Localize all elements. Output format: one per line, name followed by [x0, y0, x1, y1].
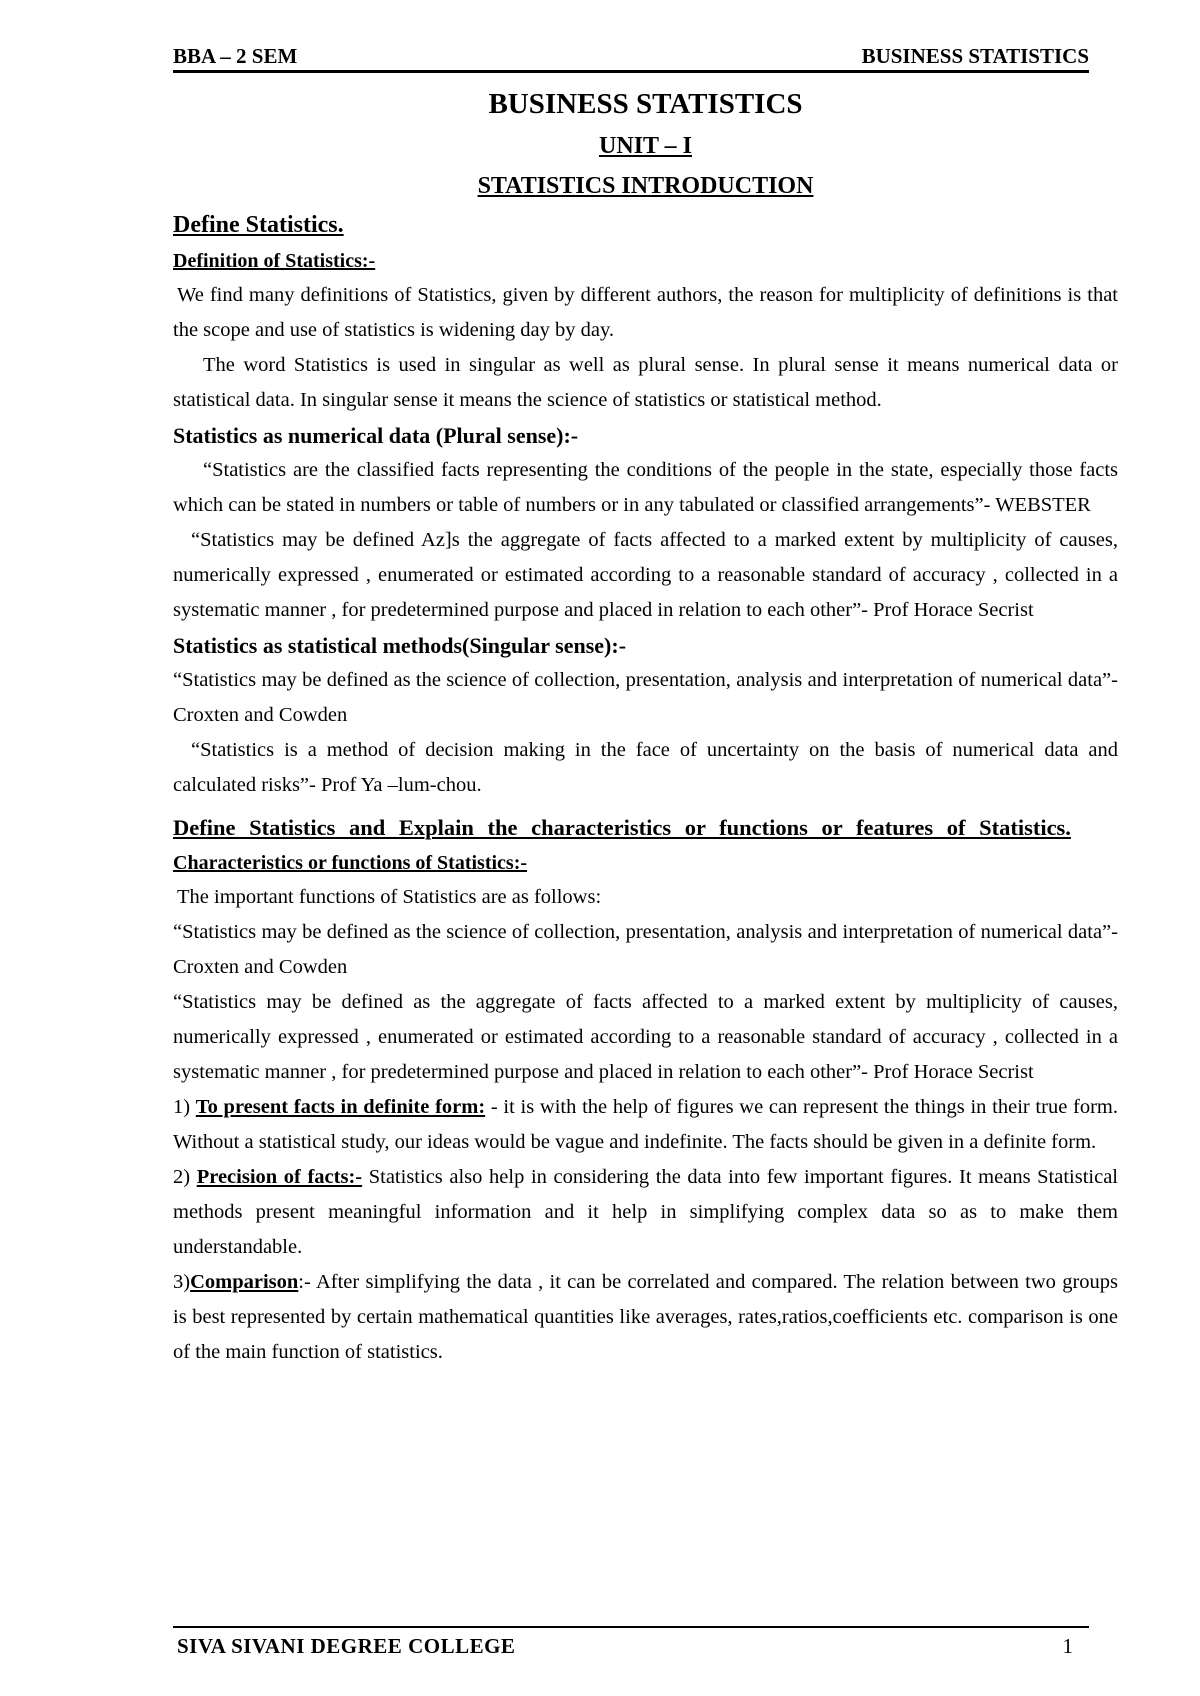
definition-subheading: Definition of Statistics:- [173, 250, 376, 272]
function-item-text: - it is with the help of figures we can represent the things in their true form. Without a statistical study, our ideas would be vague and indefinite. The facts should be given in a definite form. [173, 1096, 1118, 1153]
singular-quote-croxten: “Statistics may be defined as the science of collection, presentation, analysis and interpretation of numerical data”-Croxten and Cowden [173, 669, 1118, 726]
definition-para-1: We find many definitions of Statistics, given by different authors, the reason for multiplicity of definitions is that the scope and use of statistics is widening day by day. [173, 284, 1118, 341]
footer-college-name: SIVA SIVANI DEGREE COLLEGE [177, 1634, 516, 1658]
function-item-text: :- After simplifying the data , it can be correlated and compared. The relation between two groups is best represented by certain mathematical quantities like averages, rates,ratios,coefficients etc. comparison is one of the main function of statistics. [173, 1271, 1118, 1363]
function-item-number: 2) [173, 1166, 191, 1188]
unit-title: UNIT – I [599, 133, 692, 159]
singular-sense-heading: Statistics as statistical methods(Singular sense):- [173, 633, 627, 658]
header-course: BBA – 2 SEM [173, 44, 298, 68]
function-item-2 [173, 1160, 1118, 1265]
singular-quote-chou: “Statistics is a method of decision making in the face of uncertainty on the basis of numerical data and calculated risks”- Prof Ya –lum-chou. [173, 739, 1118, 796]
page-title: BUSINESS STATISTICS [488, 88, 803, 120]
plural-sense-heading: Statistics as numerical data (Plural sense):- [173, 423, 579, 448]
function-item-3 [173, 1265, 1118, 1370]
function-item-title: Comparison [190, 1271, 299, 1293]
function-item-number: 1) [173, 1096, 191, 1118]
function-item-text: Statistics also help in considering the data into few important figures. It means Statistical methods present meaningful information and it help in simplifying complex data so as to make them understandable. [173, 1166, 1119, 1258]
characteristics-intro: The important functions of Statistics are as follows: [177, 886, 602, 908]
characteristics-quote-secrist: “Statistics may be defined as the aggregate of facts affected to a marked extent by multiplicity of causes, numerically expressed , enumerated or estimated according to a reasonable standard of accuracy , collected in a systematic manner , for predetermined purpose and placed in relation to each other”- Prof Horace Secrist [173, 991, 1118, 1083]
function-item-number: 3) [173, 1271, 191, 1293]
function-item-title: To present facts in definite form: [195, 1096, 486, 1118]
definition-para-2: The word Statistics is used in singular as well as plural sense. In plural sense it means numerical data or statistical data. In singular sense it means the science of statistics or statistical method. [173, 354, 1118, 411]
chapter-title: STATISTICS INTRODUCTION [477, 173, 814, 199]
page-content [173, 82, 1118, 1370]
function-item-title: Precision of facts:- [196, 1166, 363, 1188]
define-statistics-heading: Define Statistics. [173, 212, 344, 238]
characteristics-heading: Define Statistics and Explain the characteristics or functions or features of Statistics. [173, 815, 1071, 840]
header-subject: BUSINESS STATISTICS [861, 44, 1089, 68]
characteristics-subheading: Characteristics or functions of Statistics:- [173, 852, 528, 874]
page-footer [173, 1626, 1089, 1664]
page-header [173, 44, 1089, 73]
characteristics-quote-croxten: “Statistics may be defined as the science of collection, presentation, analysis and interpretation of numerical data”-Croxten and Cowden [173, 921, 1118, 978]
plural-quote-webster: “Statistics are the classified facts representing the conditions of the people in the state, especially those facts which can be stated in numbers or table of numbers or in any tabulated or classified arrangements”- WEBSTER [173, 459, 1118, 516]
plural-quote-secrist: “Statistics may be defined Az]s the aggregate of facts affected to a marked extent by multiplicity of causes, numerically expressed , enumerated or estimated according to a reasonable standard of accuracy , collected in a systematic manner , for predetermined purpose and placed in relation to each other”- Prof Horace Secrist [173, 529, 1118, 621]
footer-page-number: 1 [1062, 1634, 1073, 1658]
function-item-1 [173, 1090, 1118, 1160]
